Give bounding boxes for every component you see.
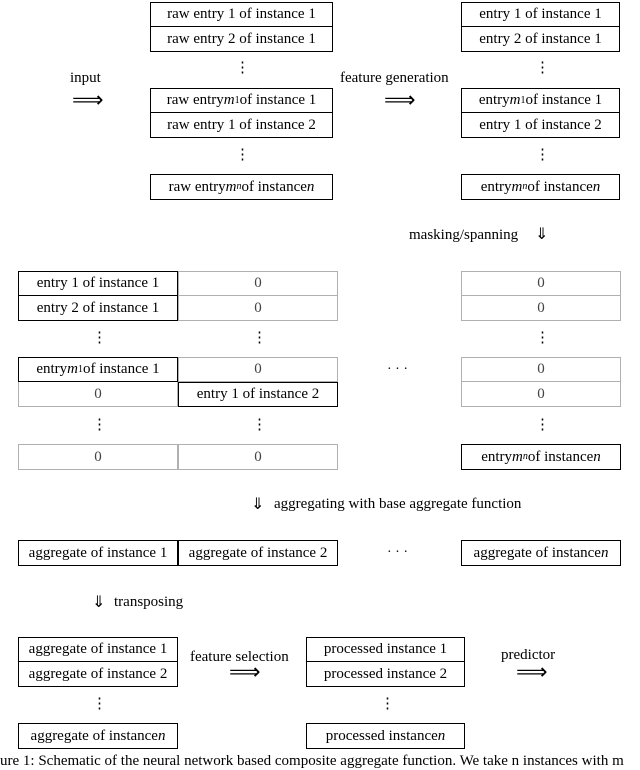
matrix-cn-zero: 0 (461, 296, 621, 321)
entry-1-instance-1: entry 1 of instance 1 (461, 2, 620, 27)
matrix-c2-zero: 0 (178, 444, 338, 470)
vertical-dots: ⋮ (235, 147, 250, 163)
masking-down-arrow-icon: ⇓ (535, 224, 549, 243)
raw-entry-2-instance-1: raw entry 2 of instance 1 (150, 27, 333, 52)
horizontal-dots: · · · (387, 362, 408, 377)
processed-instance-n: processed instance n (306, 723, 465, 749)
vertical-dots: ⋮ (92, 696, 107, 712)
raw-entry-1-instance-1: raw entry 1 of instance 1 (150, 2, 333, 27)
matrix-c2-zero: 0 (178, 296, 338, 321)
vertical-dots: ⋮ (535, 330, 550, 346)
matrix-cn-entry-mn-instance-n: entry m n of instance n (461, 444, 621, 470)
raw-entry-mn-instance-n: raw entry m n of instance n (150, 174, 333, 200)
transposed-aggregate-instance-1: aggregate of instance 1 (18, 637, 178, 662)
predictor-arrow-icon: ⟹ (516, 660, 548, 685)
matrix-c1-zero: 0 (18, 444, 178, 470)
matrix-c1-zero: 0 (18, 382, 178, 407)
aggregate-instance-n: aggregate of instance n (461, 540, 621, 566)
feature-generation-arrow-icon: ⟹ (384, 88, 416, 113)
entry-mn-instance-n: entry m n of instance n (461, 174, 620, 200)
vertical-dots: ⋮ (252, 417, 267, 433)
vertical-dots: ⋮ (380, 696, 395, 712)
vertical-dots: ⋮ (535, 147, 550, 163)
matrix-c2-entry-1-instance-2: entry 1 of instance 2 (178, 382, 338, 407)
transposing-label: transposing (114, 594, 184, 610)
figure-caption: ure 1: Schematic of the neural network based composite aggregate function. We take n instances with m (0, 753, 624, 769)
vertical-dots: ⋮ (92, 330, 107, 346)
entry-2-instance-1: entry 2 of instance 1 (461, 27, 620, 52)
aggregating-label: aggregating with base aggregate function (274, 496, 522, 512)
vertical-dots: ⋮ (235, 60, 250, 76)
entry-1-instance-2: entry 1 of instance 2 (461, 113, 620, 138)
masking-spanning-label: masking/spanning (409, 227, 519, 243)
feature-selection-arrow-icon: ⟹ (229, 660, 261, 685)
processed-instance-2: processed instance 2 (306, 662, 465, 687)
input-label: input (70, 70, 101, 86)
processed-instance-1: processed instance 1 (306, 637, 465, 662)
matrix-c1-entry-1-instance-1: entry 1 of instance 1 (18, 271, 178, 296)
matrix-cn-zero: 0 (461, 357, 621, 382)
matrix-cn-zero: 0 (461, 271, 621, 296)
aggregate-instance-1: aggregate of instance 1 (18, 540, 178, 566)
aggregate-instance-2: aggregate of instance 2 (178, 540, 338, 566)
entry-m1-instance-1: entry m 1 of instance 1 (461, 88, 620, 113)
raw-entry-1-instance-2: raw entry 1 of instance 2 (150, 113, 333, 138)
vertical-dots: ⋮ (535, 60, 550, 76)
vertical-dots: ⋮ (92, 417, 107, 433)
matrix-cn-zero: 0 (461, 382, 621, 407)
vertical-dots: ⋮ (252, 330, 267, 346)
raw-entry-m1-instance-1: raw entry m 1 of instance 1 (150, 88, 333, 113)
matrix-c2-zero: 0 (178, 357, 338, 382)
horizontal-dots: · · · (387, 545, 408, 560)
feature-generation-label: feature generation (340, 70, 449, 86)
vertical-dots: ⋮ (535, 417, 550, 433)
feature-selection-label: feature selection (190, 649, 289, 665)
input-arrow-icon: ⟹ (72, 88, 104, 113)
matrix-c2-zero: 0 (178, 271, 338, 296)
transposed-aggregate-instance-n: aggregate of instance n (18, 723, 178, 749)
transposing-down-arrow-icon: ⇓ (92, 592, 106, 611)
aggregating-down-arrow-icon: ⇓ (251, 494, 265, 513)
matrix-c1-entry-m1-instance-1: entry m 1 of instance 1 (18, 357, 178, 382)
predictor-label: predictor (501, 647, 556, 663)
matrix-c1-entry-2-instance-1: entry 2 of instance 1 (18, 296, 178, 321)
transposed-aggregate-instance-2: aggregate of instance 2 (18, 662, 178, 687)
